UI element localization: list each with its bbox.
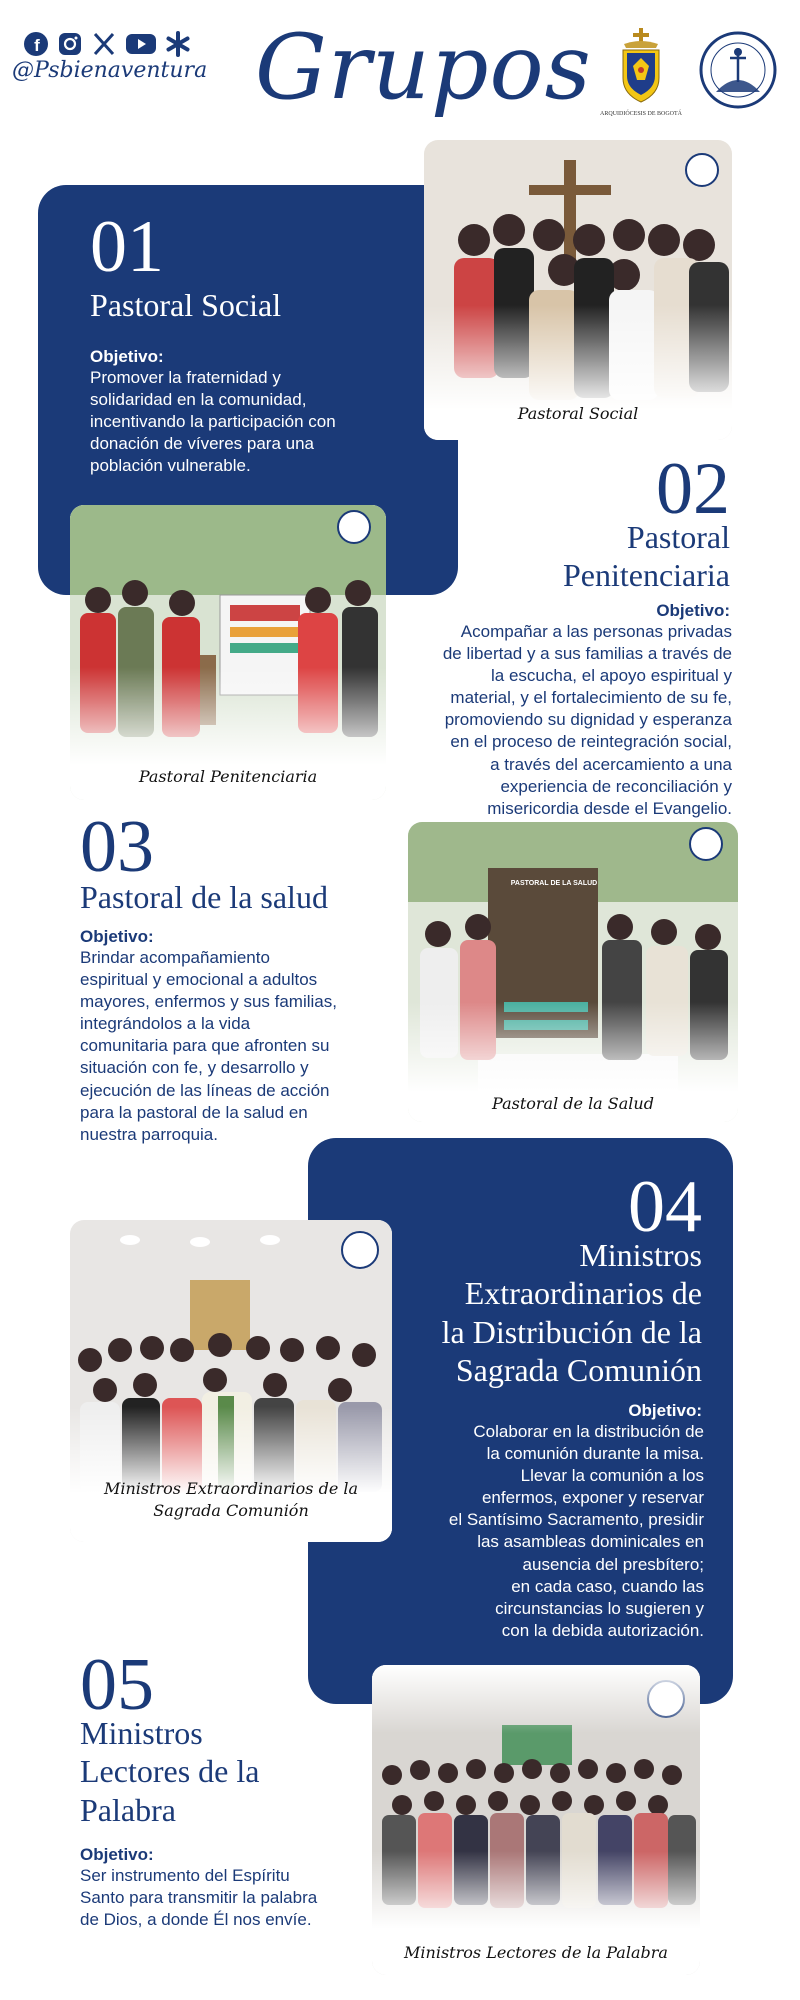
parish-logo (698, 30, 778, 115)
instagram-icon[interactable] (56, 30, 84, 58)
group-03-photo-caption: Pastoral de la Salud (492, 1094, 654, 1113)
x-icon[interactable] (90, 30, 118, 58)
archdiocese-logo (600, 26, 682, 117)
group-03-number: 03 (80, 806, 154, 888)
group-04-objective-label: Objetivo: (628, 1401, 702, 1420)
group-05-objective: Ser instrumento del Espíritu Santo para transmitir la palabra de Dios, a donde Él nos envíe. (80, 1866, 318, 1930)
group-04-number: 04 (628, 1166, 702, 1248)
group-01-number: 01 (90, 206, 164, 288)
social-handle[interactable]: @Psbienaventura (12, 58, 208, 83)
social-icons (22, 30, 192, 58)
group-01-photo (424, 140, 732, 440)
group-02-objective-label: Objetivo: (656, 601, 730, 620)
group-03-name: Pastoral de la salud (80, 879, 328, 915)
svg-text:f: f (34, 36, 40, 55)
group-02-photo (70, 505, 386, 800)
group-05-photo-caption: Ministros Lectores de la Palabra (404, 1943, 668, 1962)
group-01-photo-caption: Pastoral Social (517, 404, 639, 423)
asterisk-icon[interactable] (164, 30, 192, 58)
group-04-photo-caption: Ministros Extraordinarios de la Sagrada Comunión (103, 1479, 359, 1520)
group-03-objective: Brindar acompañamiento espiritual y emocional a adultos mayores, enfermos y sus familias, integrándolos a la vida comunitaria para que afronten su situación con fe, y desarrollo y ejecución de las líneas de acción para la pastoral de la salud en nuestra parroquia. (80, 948, 337, 1144)
archdiocese-caption: ARQUIDIÓCESIS DE BOGOTÁ (600, 111, 682, 117)
parish-seal-icon (698, 30, 778, 110)
group-01-objective-label: Objetivo: (90, 347, 164, 366)
archdiocese-crest-icon (616, 26, 666, 104)
group-04-photo (70, 1220, 392, 1542)
group-01-objective: Promover la fraternidad y solidaridad en la comunidad, incentivando la participación con donación de víveres para una población vulnerable. (90, 368, 336, 476)
group-04-objective: Colaborar en la distribución de la comunión durante la misa. Llevar la comunión a los enfermos, exponer y reservar el Santísimo Sacramento, presidir las asambleas dominicales en ausencia del presbítero; en cada caso, cuando las circunstancias lo sugieren y con la debida autorización. (448, 1422, 704, 1640)
facebook-icon[interactable] (22, 30, 50, 58)
page-title: Grupos (255, 15, 592, 120)
group-05-name: Ministros Lectores de la Palabra (80, 1715, 260, 1828)
group-05-photo (372, 1665, 700, 1975)
group-02-name: Pastoral Penitenciaria (562, 519, 730, 594)
group-01-name: Pastoral Social (90, 287, 282, 323)
group-02-photo-caption: Pastoral Penitenciaria (138, 767, 318, 786)
group-05-objective-label: Objetivo: (80, 1845, 154, 1864)
group-02-number: 02 (656, 448, 730, 530)
group-03-photo-banner: PASTORAL DE LA SALUD (510, 880, 598, 887)
group-03-objective-label: Objetivo: (80, 927, 154, 946)
group-04-name: Ministros Extraordinarios de la Distribución de la Sagrada Comunión (441, 1237, 702, 1389)
youtube-icon[interactable] (124, 30, 158, 58)
group-05-number: 05 (80, 1644, 154, 1726)
group-03-photo (408, 822, 738, 1122)
group-02-objective: Acompañar a las personas privadas de libertad y a sus familias a través de la escucha, el apoyo espiritual y material, y el fortalecimiento de su fe, promoviendo su dignidad y esperanza en el proceso de reintegración social, a través del acercamiento a una experiencia de reconciliación y misericordia desde el Evangelio. (442, 622, 732, 818)
